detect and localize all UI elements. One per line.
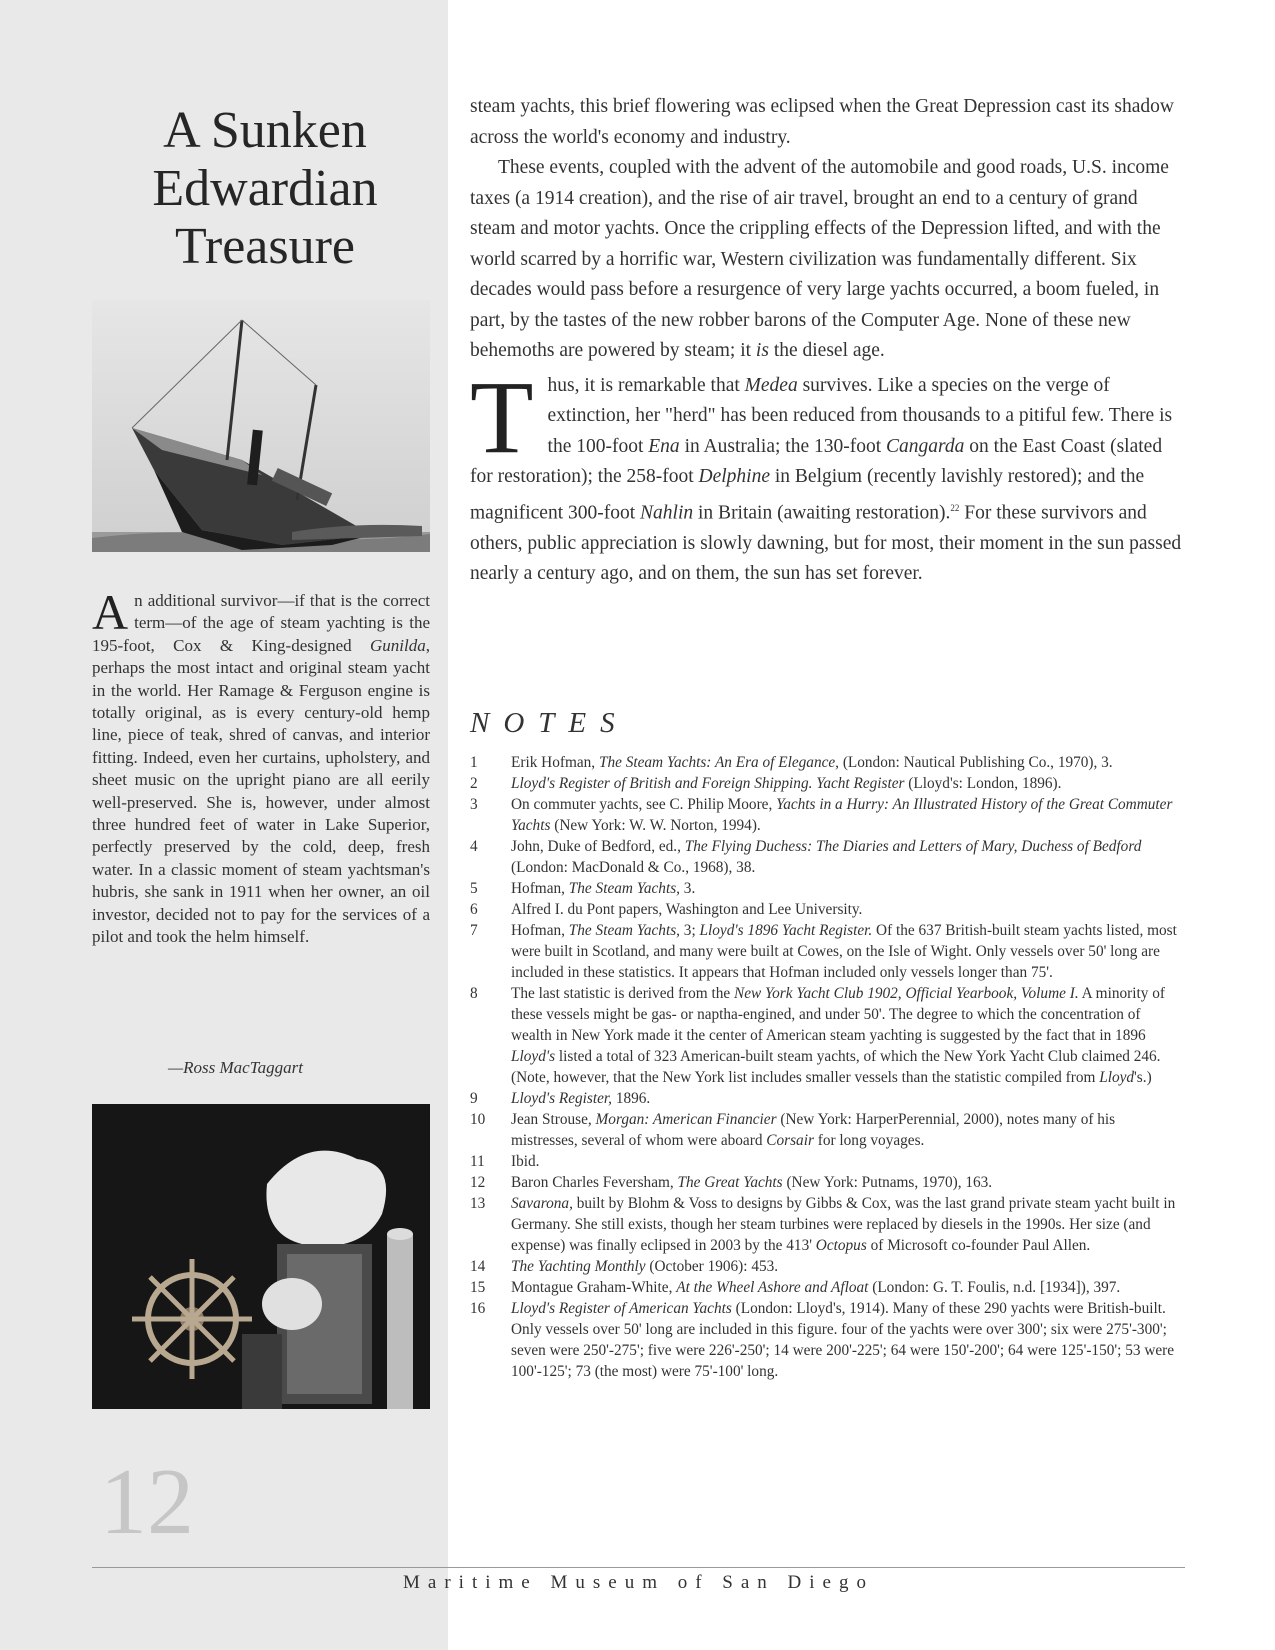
title-line-1: A Sunken (163, 102, 367, 159)
page-number: 12 (100, 1450, 194, 1554)
note-number: 12 (470, 1174, 486, 1191)
byline: —Ross MacTaggart (168, 1058, 303, 1077)
sidebar-dropcap: A (92, 584, 129, 640)
note-number: 5 (470, 880, 478, 897)
text-segment: in Australia; the 130-foot (679, 435, 887, 457)
note-item (470, 878, 1182, 899)
note-title: The Steam Yachts, (568, 880, 680, 897)
note-text: Jean Strouse, (511, 1111, 596, 1128)
note-text: Baron Charles Feversham, (511, 1174, 678, 1191)
note-title: At the Wheel Ashore and Afloat (676, 1279, 869, 1296)
note-item (470, 794, 1182, 836)
note-text: for long voyages. (813, 1132, 925, 1149)
note-text: of Microsoft co-founder Paul Allen. (866, 1237, 1091, 1254)
note-item (470, 773, 1182, 794)
note-text: (New York: HarperPerennial, 2000), notes many of his mistresses, several of whom were aboard (511, 1111, 1116, 1149)
note-title: The Steam Yachts, (568, 922, 680, 939)
note-text: (New York: Putnams, 1970), 163. (782, 1174, 993, 1191)
main-text (470, 92, 1185, 590)
note-text: A minority of these vessels might be gas- or naptha-engined, and under 50'. The degree to which the concentration of wealth in New York made it the center of American steam yachting is suggested by the fact that in 1896 (511, 985, 1165, 1044)
text-segment: in Belgium (recently lavishly restored); and the magnificent 300-foot (470, 466, 1145, 523)
main-para-3-text (470, 359, 1173, 524)
note-number: 14 (470, 1258, 486, 1275)
note-title: Lloyd's (511, 1048, 556, 1065)
note-number: 9 (470, 1090, 478, 1107)
note-item (470, 1151, 1182, 1172)
note-text: Montague Graham-White, (511, 1279, 677, 1296)
notes-list (470, 752, 1182, 1382)
note-number: 4 (470, 838, 478, 855)
note-item (470, 1277, 1182, 1298)
note-number: 13 (470, 1195, 486, 1212)
note-text: (London: G. T. Foulis, n.d. [1934]), 397. (868, 1279, 1121, 1296)
note-text: 3. (679, 880, 696, 897)
note-item (470, 1088, 1182, 1109)
main-para-3 (470, 359, 1185, 590)
note-text: (New York: W. W. Norton, 1994). (550, 817, 761, 834)
note-title: Corsair (766, 1132, 814, 1149)
note-item (470, 1172, 1182, 1193)
note-item (470, 1193, 1182, 1256)
note-text: Erik Hofman, (511, 754, 599, 771)
note-item (470, 1256, 1182, 1277)
main-para-2-text: These events, coupled with the advent of the automobile and good roads, U.S. income taxes (a 1914 creation), and the rise of air travel, brought an end to a century of grand steam and motor yachts. Once the crippling effects of the Depression lifted, and with the world scarred by a horrific war, Western civilization was fundamentally different. Six decades would pass before a resurgence of very large yachts occurred, a boom fueled, in part, by the tastes of the new robber barons of the Computer Age. None of these new behemoths are powered by steam; it (470, 157, 1169, 361)
note-text: (October 1906): 453. (645, 1258, 779, 1275)
note-number: 15 (470, 1279, 486, 1296)
text-segment: in Britain (awaiting restoration). (693, 502, 951, 523)
note-item (470, 983, 1182, 1088)
note-item (470, 836, 1182, 878)
text-segment: on the East Coast (slated for restoration); the 258-foot (470, 435, 1163, 487)
note-title: New York Yacht Club 1902, Official Yearbook, Volume I. (734, 985, 1079, 1002)
note-title: Yachts in a Hurry: An Illustrated History of the Great Commuter Yachts (511, 796, 1173, 834)
note-text: listed a total of 323 American-built steam yachts, of which the New York Yacht Club claimed 246. (Note, however, that the New York list includes smaller vessels than the statistic compiled from (511, 1048, 1161, 1086)
sidebar-text-part-1: n additional survivor—if that is the correct term—of the age of steam yachting is the 195-foot, Cox & King-designed (92, 591, 430, 655)
note-title: Morgan: American Financier (595, 1111, 777, 1128)
title-line-2: Edwardian (152, 160, 378, 217)
note-number: 11 (470, 1153, 485, 1170)
main-para-2-end: the diesel age. (768, 340, 885, 361)
wreck-interior-photo (92, 1104, 430, 1409)
ship-name: Ena (648, 435, 680, 457)
note-number: 8 (470, 985, 478, 1002)
text-segment: survives. Like a species on the verge of extinction, her "herd" has been reduced from thousands to a pitiful few. There is the 100-foot (547, 374, 1173, 457)
ship-name: Medea (744, 374, 798, 396)
notes-heading: NOTES (470, 707, 629, 739)
note-title: Lloyd's Register of American Yachts (511, 1300, 732, 1317)
sidebar-text-gunilda: Gunilda (370, 635, 426, 655)
note-title: Lloyd's 1896 Yacht Register. (699, 922, 873, 939)
note-text: Hofman, (511, 880, 569, 897)
footnote-ref: 22 (950, 502, 960, 513)
main-para-1: steam yachts, this brief flowering was eclipsed when the Great Depression cast its shadow across the world's economy and industry. (470, 96, 1174, 148)
note-text: (London: Nautical Publishing Co., 1970), 3. (839, 754, 1113, 771)
note-title: Lloyd's Register, (511, 1090, 612, 1107)
note-text: 's.) (1134, 1069, 1152, 1086)
note-title: The Flying Duchess: The Diaries and Letters of Mary, Duchess of Bedford (684, 838, 1142, 855)
note-text: Hofman, (511, 922, 569, 939)
ship-name: Delphine (698, 466, 770, 487)
note-number: 10 (470, 1111, 486, 1128)
footer-divider (92, 1567, 1185, 1568)
title-line-3: Treasure (174, 218, 356, 275)
note-number: 7 (470, 922, 478, 939)
note-title: Savarona, (511, 1195, 573, 1212)
note-text: 1896. (612, 1090, 651, 1107)
note-item (470, 920, 1182, 983)
note-item (470, 899, 1182, 920)
note-text: John, Duke of Bedford, ed., (511, 838, 685, 855)
note-title: The Steam Yachts: An Era of Elegance, (598, 754, 839, 771)
article-title (90, 102, 440, 276)
note-text: Ibid. (511, 1153, 540, 1170)
note-text: Of the 637 British-built steam yachts listed, most were built in Scotland, and many were built at Cowes, on the Isle of Wight. Only vessels over 50' long are included in these statistics. It appears that Hofman included only vessels longer than 75'. (511, 922, 1177, 981)
note-number: 3 (470, 796, 478, 813)
text-segment: hus, it is remarkable that (547, 374, 745, 396)
note-text: 3; (679, 922, 700, 939)
note-title: Lloyd (1099, 1069, 1135, 1086)
note-title: Octopus (815, 1237, 867, 1254)
note-title: The Great Yachts (677, 1174, 783, 1191)
ship-name: Cangarda (886, 435, 965, 457)
sidebar-text (92, 584, 430, 949)
sinking-yacht-photo (92, 300, 430, 552)
note-number: 1 (470, 754, 478, 771)
note-title: Lloyd's Register of British and Foreign Shipping. Yacht Register (511, 775, 905, 792)
ship-name: Nahlin (640, 502, 694, 523)
note-number: 2 (470, 775, 478, 792)
note-text: (London: Lloyd's, 1914). Many of these 290 yachts were British-built. Only vessels over 50' long are included in this figure. four of the yachts were over 300'; six were 275'-300'; seven were 250'-275'; five were 226'-250'; 14 were 200'-225'; 64 were 150'-200'; 64 were 125'-150'; 53 were 100'-125'; 73 (the most) were 75'-100' long. (511, 1300, 1175, 1380)
note-text: (London: MacDonald & Co., 1968), 38. (511, 859, 756, 876)
note-item (470, 1109, 1182, 1151)
note-text: The last statistic is derived from the (511, 985, 735, 1002)
footer-publication: Maritime Museum of San Diego (403, 1572, 874, 1593)
note-item (470, 1298, 1182, 1382)
note-item (470, 752, 1182, 773)
note-number: 6 (470, 901, 478, 918)
note-number: 16 (470, 1300, 486, 1317)
note-title: The Yachting Monthly (511, 1258, 646, 1275)
note-text: built by Blohm & Voss to designs by Gibbs & Cox, was the last grand private steam yacht built in Germany. She still exists, though her steam turbines were replaced by diesels in the 1990s. Her size (and expense) was finally eclipsed in 2003 by the 413' (511, 1195, 1176, 1254)
note-text: Alfred I. du Pont papers, Washington and Lee University. (511, 901, 863, 918)
main-para-3-end: For these survivors and others, public appreciation is slowly dawning, but for most, their moment in the sun passed nearly a century ago, and on them, the sun has set forever. (470, 502, 1182, 584)
main-para-2 (470, 153, 1185, 367)
note-text: (Lloyd's: London, 1896). (904, 775, 1062, 792)
main-para-2-italic: is (755, 340, 769, 361)
sidebar-text-part-2: , perhaps the most intact and original steam yacht in the world. Her Ramage & Ferguson engine is totally original, as is every century-old hemp line, piece of teak, shred of canvas, and interior fitting. Indeed, even her curtains, upholstery, and sheet music on the upright piano are all eerily well-preserved. She is, however, under almost three hundred feet of water in Lake Superior, perfectly preserved by the cold, deep, fresh water. In a classic moment of steam yachtsman's hubris, she sank in 1911 when her owner, an oil investor, decided not to pay for the services of a pilot and took the helm himself. (92, 635, 430, 947)
main-dropcap: T (470, 359, 534, 475)
note-text: On commuter yachts, see C. Philip Moore, (511, 796, 777, 813)
